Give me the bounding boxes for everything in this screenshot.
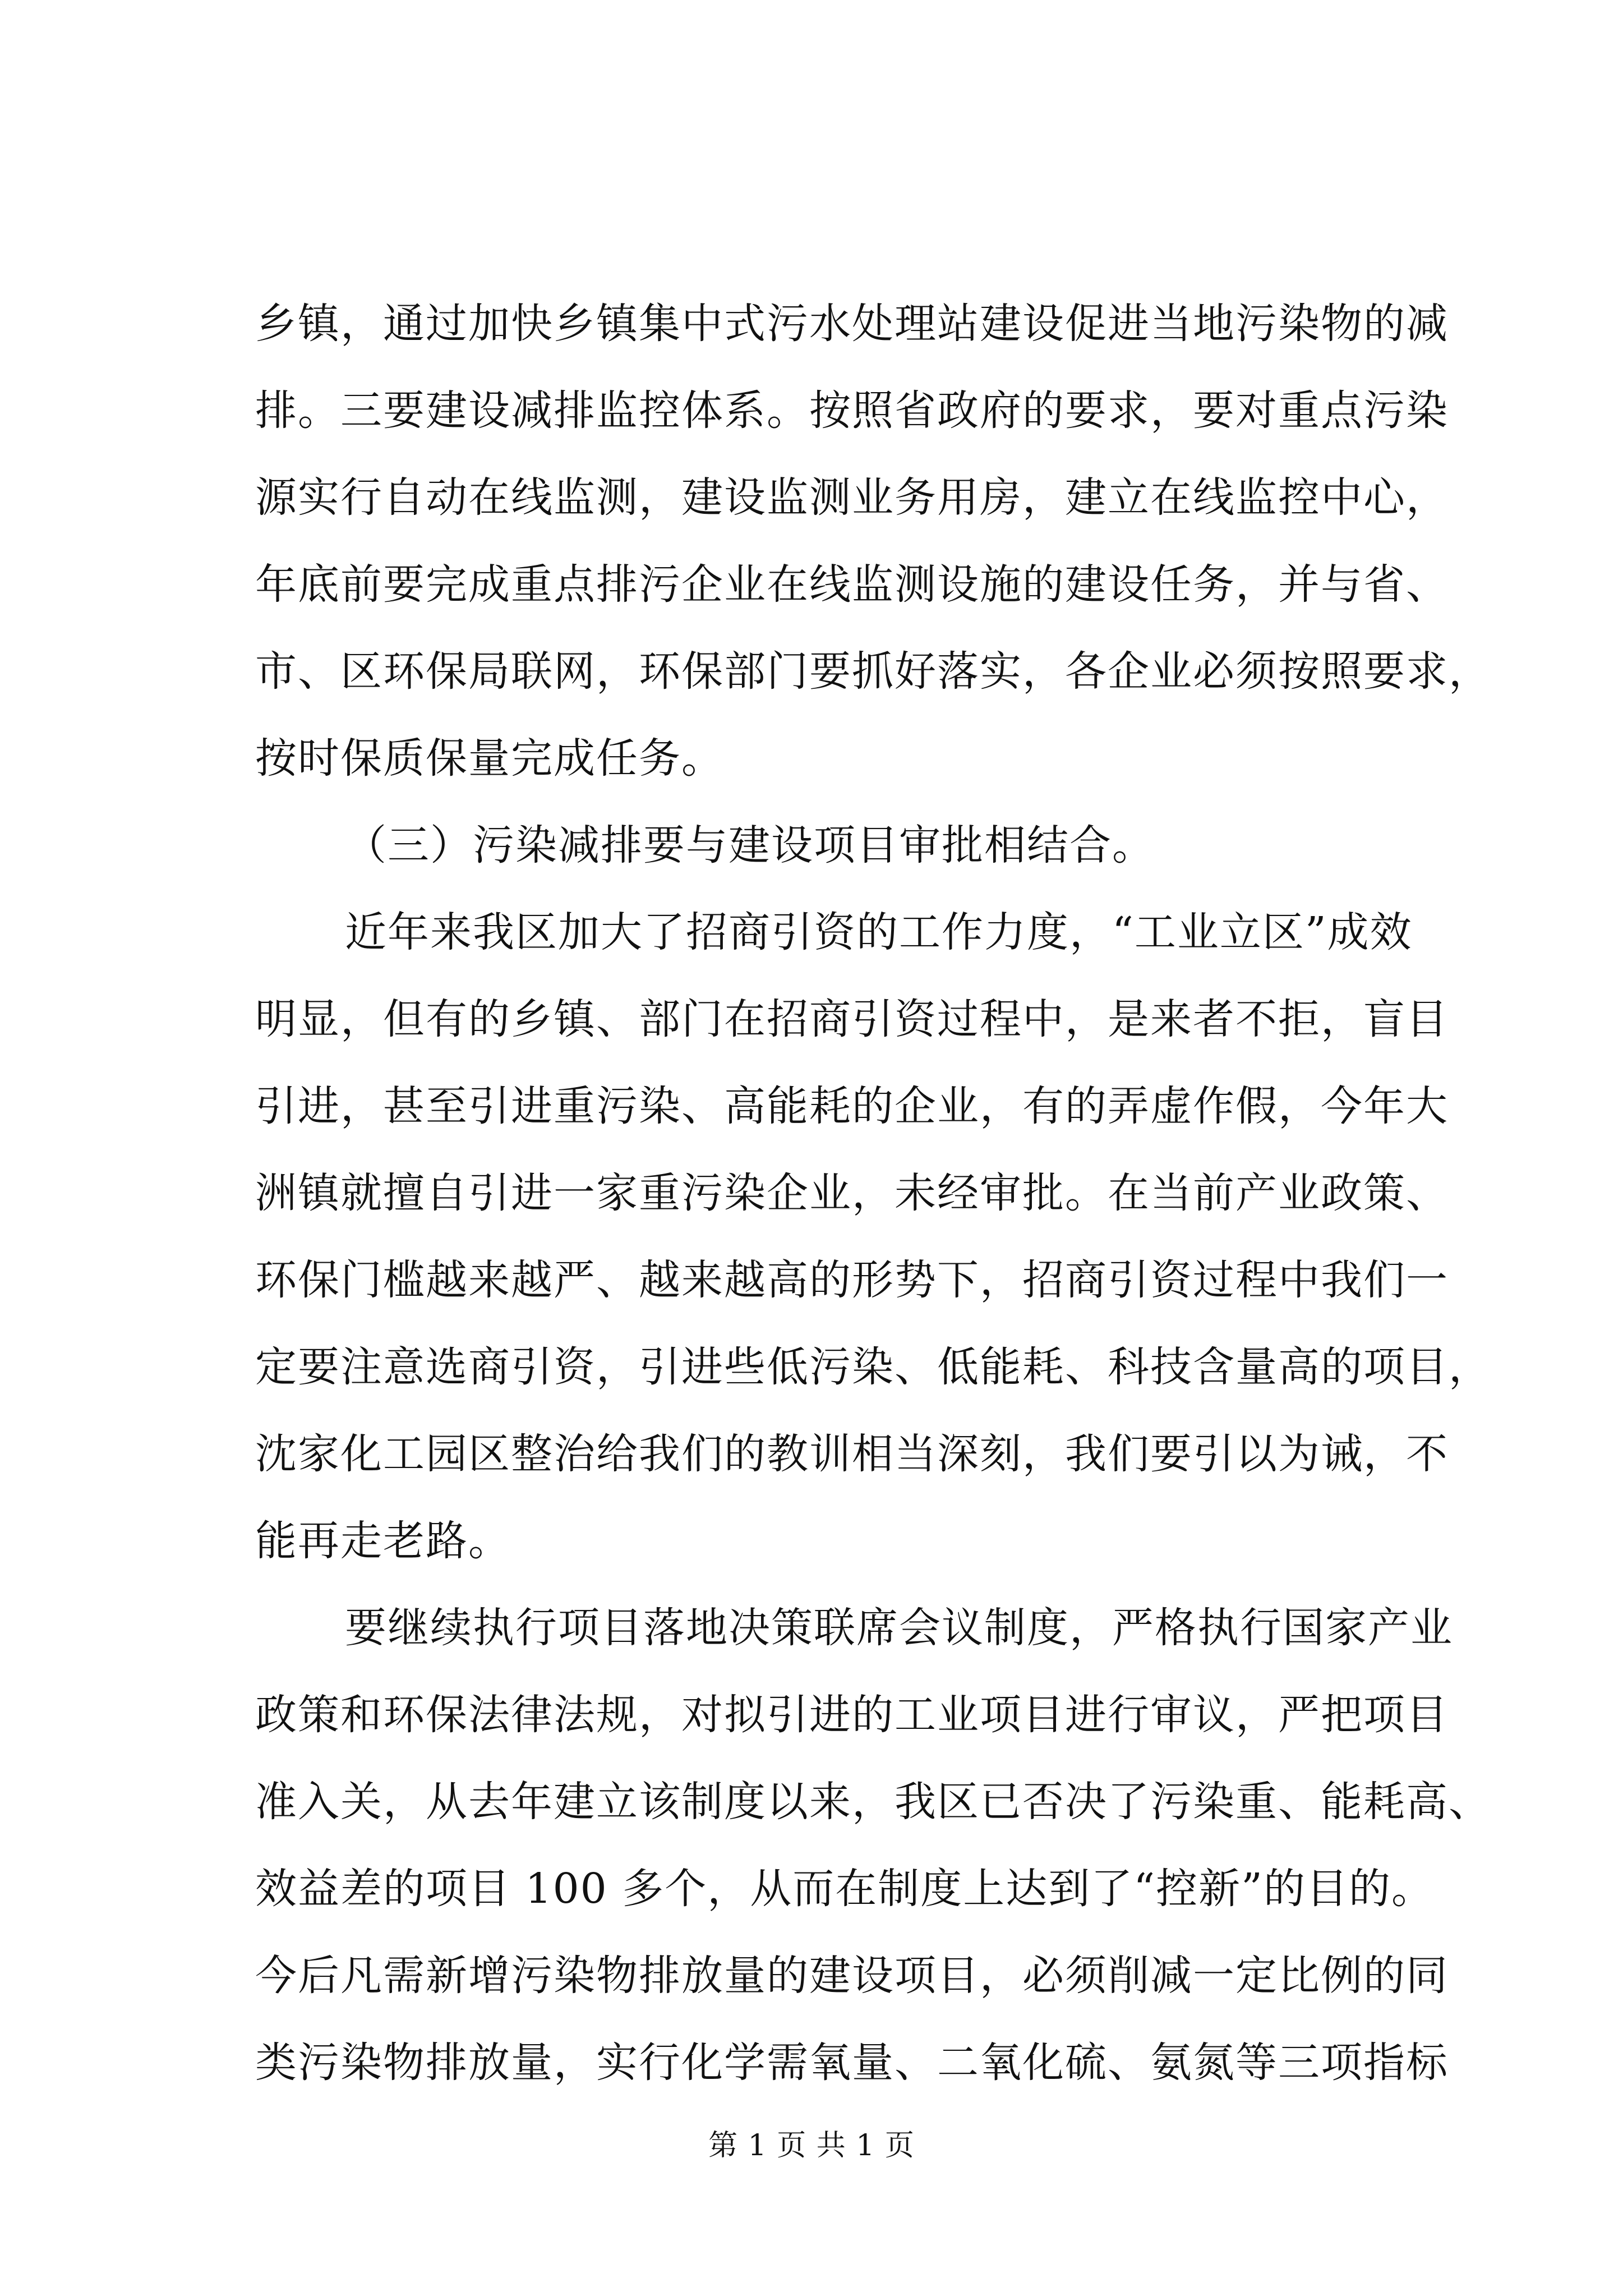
text-line: 类污染物排放量，实行化学需氧量、二氧化硫、氨氮等三项指标 xyxy=(255,2039,1449,2087)
text-line: 准入关，从去年建立该制度以来，我区已否决了污染重、能耗高、 xyxy=(255,1778,1491,1826)
text-line: 引进，甚至引进重污染、高能耗的企业，有的弄虚作假，今年大 xyxy=(255,1082,1449,1130)
text-line: 政策和环保法律法规，对拟引进的工业项目进行审议，严把项目 xyxy=(255,1691,1449,1739)
text-line: 乡镇，通过加快乡镇集中式污水处理站建设促进当地污染物的减 xyxy=(255,300,1449,348)
text-line: 近年来我区加大了招商引资的工作力度，“工业立区”成效 xyxy=(345,908,1413,956)
text-line: 今后凡需新增污染物排放量的建设项目，必须削减一定比例的同 xyxy=(255,1952,1449,2000)
body-text xyxy=(255,280,1491,2106)
text-line: 环保门槛越来越严、越来越高的形势下，招商引资过程中我们一 xyxy=(255,1256,1449,1304)
text-line: 定要注意选商引资，引进些低污染、低能耗、科技含量高的项目， xyxy=(255,1343,1491,1391)
text-line: 市、区环保局联网，环保部门要抓好落实，各企业必须按照要求， xyxy=(255,647,1491,696)
text-line: 效益差的项目 100 多个，从而在制度上达到了“控新”的目的。 xyxy=(255,1865,1434,1913)
text-line: 年底前要完成重点排污企业在线监测设施的建设任务，并与省、 xyxy=(255,560,1449,609)
page-number-label: 第 1 页 共 1 页 xyxy=(708,2129,915,2162)
text-line: 能再走老路。 xyxy=(255,1517,511,1565)
section-heading: （三）污染减排要与建设项目审批相结合。 xyxy=(345,821,1155,869)
text-line: 沈家化工园区整治给我们的教训相当深刻，我们要引以为诫，不 xyxy=(255,1430,1449,1478)
text-line: 洲镇就擅自引进一家重污染企业，未经审批。在当前产业政策、 xyxy=(255,1169,1449,1217)
text-line: 源实行自动在线监测，建设监测业务用房，建立在线监控中心， xyxy=(255,473,1449,522)
text-line: 明显，但有的乡镇、部门在招商引资过程中，是来者不拒，盲目 xyxy=(255,995,1449,1043)
text-line: 要继续执行项目落地决策联席会议制度，严格执行国家产业 xyxy=(345,1604,1453,1652)
text-line: 按时保质保量完成任务。 xyxy=(255,734,724,783)
page-footer xyxy=(0,2126,1623,2165)
text-line: 排。三要建设减排监控体系。按照省政府的要求，要对重点污染 xyxy=(255,386,1449,435)
